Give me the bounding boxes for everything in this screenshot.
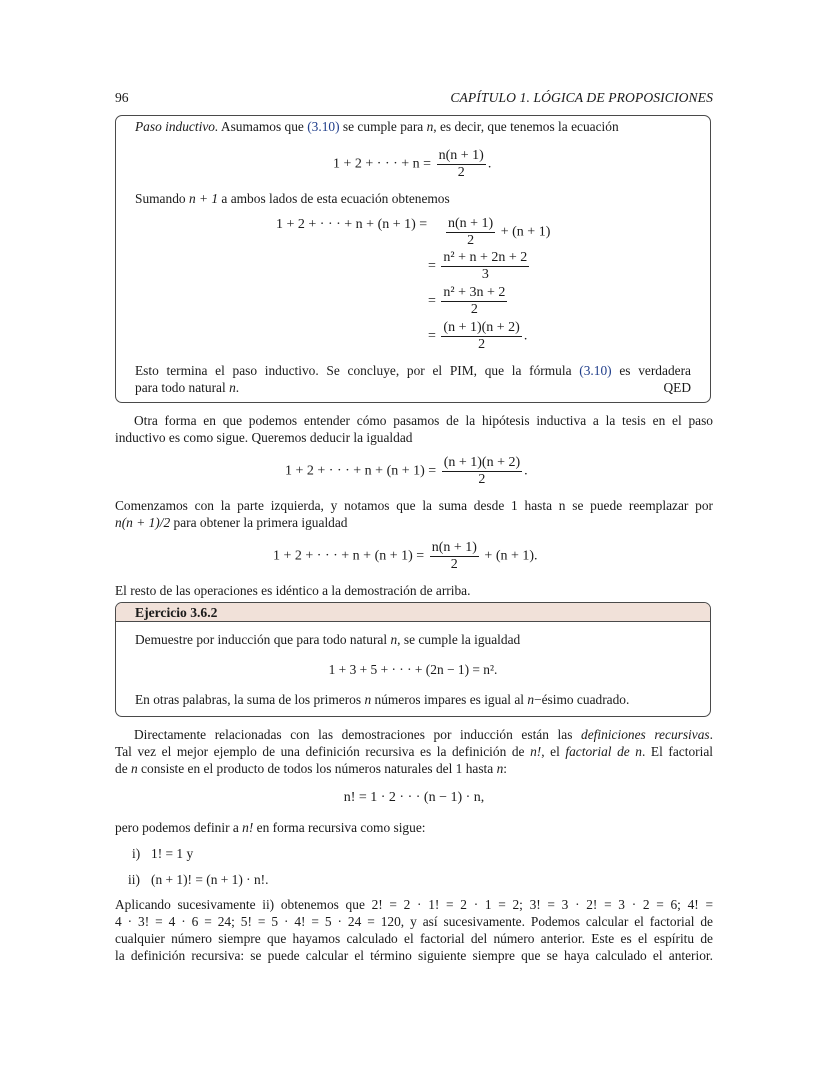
- running-header: [115, 89, 713, 107]
- fraction: [441, 250, 529, 283]
- text-line: [115, 760, 713, 778]
- text: , se cumple la igualdad: [397, 632, 521, 647]
- fraction: [430, 540, 479, 573]
- text-line: 4 · 3! = 4 · 6 = 24; 5! = 5 · 4! = 5 · 24 = 120, y así sucesivamente. Podemos calcular el factorial de: [115, 914, 713, 929]
- fraction: [446, 216, 495, 249]
- equation-ref-link[interactable]: (3.10): [307, 119, 340, 134]
- numerator: (n + 1)(n + 2): [443, 455, 521, 470]
- text: se cumple para: [339, 119, 427, 134]
- denominator: 2: [450, 557, 458, 572]
- fraction: [437, 148, 486, 181]
- text-line: [115, 726, 713, 744]
- text: Demuestre por inducción que para todo natural: [135, 632, 391, 647]
- exercise-equation: [135, 661, 691, 679]
- page-number: 96: [115, 90, 129, 105]
- text: :: [503, 761, 508, 776]
- aligned-row-1: [444, 216, 550, 249]
- text: Sumando: [135, 191, 189, 206]
- math: n + 1: [188, 191, 219, 206]
- equation: n! = 1 · 2 · · · (n − 1) · n,: [343, 790, 485, 805]
- numerator: n(n + 1): [431, 540, 477, 555]
- eq-tail: .: [524, 463, 528, 479]
- numerator: n(n + 1): [438, 148, 484, 163]
- text: a ambos lados de esta ecuación obtenemos: [218, 191, 450, 206]
- text: Tal vez el mejor ejemplo de una definición recursiva es la definición de: [115, 744, 531, 759]
- denominator: 2: [470, 302, 478, 317]
- equation-goal: [285, 455, 528, 488]
- denominator: 3: [481, 267, 489, 282]
- conclusion-line-2: [135, 379, 691, 397]
- numerator: (n + 1)(n + 2): [443, 320, 520, 335]
- emphasis: factorial de n: [565, 744, 642, 759]
- eq-tail: .: [523, 328, 528, 344]
- math: n!: [530, 744, 542, 759]
- list-content: (n + 1)! = (n + 1) · n!.: [151, 872, 269, 887]
- text: números impares es igual al: [371, 692, 528, 707]
- list-label: ii): [128, 872, 140, 887]
- chapter-title: CAPÍTULO 1. LÓGICA DE PROPOSICIONES: [450, 90, 713, 105]
- equation: 1 + 3 + 5 + · · · + (2n − 1) = n².: [328, 662, 498, 677]
- eq-tail: + (n + 1): [500, 224, 551, 240]
- equation-first-equality: [273, 540, 538, 573]
- math-var: n: [527, 692, 535, 707]
- text-line: [115, 819, 713, 837]
- math-var: n: [426, 119, 434, 134]
- text: pero podemos definir a: [115, 820, 243, 835]
- denominator: 2: [478, 472, 486, 487]
- text: .: [709, 727, 713, 742]
- qed-mark: QED: [663, 380, 691, 395]
- exercise-statement: [135, 631, 691, 649]
- text: para obtener la primera igualdad: [170, 515, 348, 530]
- equation-hypothesis: [333, 148, 491, 181]
- eq-tail: + (n + 1).: [484, 548, 538, 564]
- aligned-row-3: [428, 285, 509, 318]
- text: , es decir, que tenemos la ecuación: [433, 119, 619, 134]
- numerator: n² + n + 2n + 2: [443, 250, 528, 265]
- text-line: cualquier número siempre que hayamos calculado el factorial del número anterior. Este es el espíritu de: [115, 931, 713, 946]
- equation-factorial: [115, 788, 713, 807]
- text-line: Aplicando sucesivamente ii) obtenemos que 2! = 2 · 1! = 2 · 1 = 2; 3! = 3 · 2! = 3 · 2 = 6; 4! =: [115, 897, 713, 912]
- text-line: [115, 743, 713, 761]
- math-var: n: [229, 380, 236, 395]
- text: En otras palabras, la suma de los primeros: [135, 692, 365, 707]
- text: en forma recursiva como sigue:: [253, 820, 426, 835]
- eq-tail: .: [487, 156, 492, 172]
- text: es verdadera: [611, 363, 691, 378]
- math: n!: [242, 820, 254, 835]
- eq-lhs: 1 + 2 + · · · + n + (n + 1) =: [285, 463, 437, 479]
- fraction: [442, 455, 522, 488]
- text-line: la definición recursiva: se puede calcular el término siguiente siempre que se haya calculado el anterior.: [115, 948, 713, 963]
- exercise-box: [115, 602, 711, 717]
- math-var: n: [390, 632, 398, 647]
- text-line: Comenzamos con la parte izquierda, y notamos que la suma desde 1 hasta n se puede reemplazar por: [115, 498, 713, 513]
- math-var: n: [496, 761, 504, 776]
- exercise-remark: [135, 691, 691, 709]
- inductive-step-intro: [135, 118, 691, 136]
- text: Asumamos que: [218, 119, 308, 134]
- denominator: 2: [478, 337, 486, 352]
- exercise-header: [116, 603, 710, 622]
- denominator: 2: [457, 165, 465, 180]
- exercise-title: Ejercicio 3.6.2: [135, 605, 218, 620]
- inductive-step-label: Paso inductivo.: [135, 119, 219, 134]
- text: . El factorial: [642, 744, 713, 759]
- proof-box: [115, 115, 711, 403]
- text-line: inductivo es como sigue. Queremos deducir la igualdad: [115, 430, 413, 445]
- text: de: [115, 761, 131, 776]
- text: , el: [541, 744, 566, 759]
- text: Esto termina el paso inductivo. Se concluye, por el PIM, que la fórmula: [135, 363, 580, 378]
- list-item: [128, 871, 268, 889]
- eq-lhs: 1 + 2 + · · · + n + (n + 1) =: [273, 548, 425, 564]
- text-line: [115, 514, 713, 532]
- relation: =: [428, 328, 436, 344]
- text: −ésimo cuadrado.: [534, 692, 630, 707]
- math: n(n + 1)/2: [115, 515, 171, 530]
- numerator: n(n + 1): [448, 216, 494, 231]
- aligned-row-4: [428, 320, 527, 353]
- aligned-lhs: 1 + 2 + · · · + n + (n + 1) =: [276, 217, 428, 232]
- relation: =: [428, 258, 436, 274]
- numerator: n² + 3n + 2: [443, 285, 506, 300]
- relation: =: [428, 293, 436, 309]
- conclusion-line-1: [135, 362, 691, 380]
- equation-ref-link[interactable]: (3.10): [579, 363, 612, 378]
- text: consiste en el producto de todos los números naturales del 1 hasta: [137, 761, 497, 776]
- list-item: [132, 845, 193, 863]
- text: Directamente relacionadas con las demostraciones por inducción están las: [134, 727, 582, 742]
- eq-lhs: 1 + 2 + · · · + n =: [333, 156, 432, 172]
- aligned-row-2: [428, 250, 531, 283]
- emphasis: definiciones recursivas: [581, 727, 710, 742]
- text: para todo natural: [135, 380, 230, 395]
- list-content: 1! = 1 y: [151, 846, 194, 861]
- math-var: n: [364, 692, 372, 707]
- text-line: Otra forma en que podemos entender cómo pasamos de la hipótesis inductiva a la tesis en el paso: [134, 413, 713, 428]
- math-var: n: [131, 761, 138, 776]
- fraction: [441, 320, 521, 353]
- fraction: [441, 285, 507, 318]
- list-label: i): [132, 846, 141, 861]
- text: .: [235, 380, 240, 395]
- text-line: El resto de las operaciones es idéntico a la demostración de arriba.: [115, 583, 471, 598]
- sum-sentence: [135, 190, 691, 208]
- denominator: 2: [467, 233, 475, 248]
